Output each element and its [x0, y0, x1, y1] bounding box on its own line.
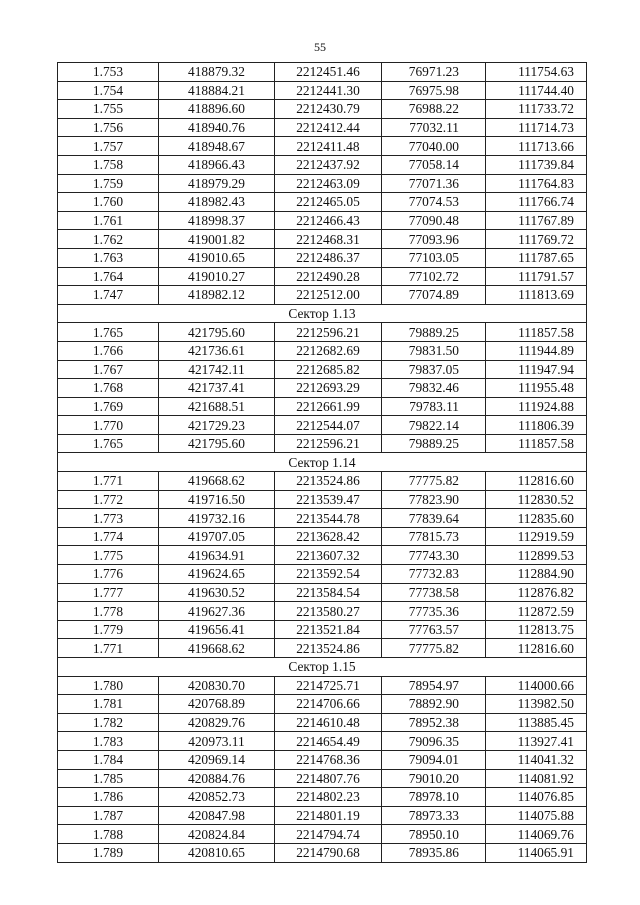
local-x-cell: 77058.14: [382, 155, 486, 174]
coord-y-cell: 2212412.44: [275, 118, 382, 137]
coord-y-cell: 2214807.76: [275, 769, 382, 788]
table-row: [58, 341, 587, 360]
coord-y-cell: 2214610.48: [275, 713, 382, 732]
sector-title: Сектор 1.13: [58, 304, 587, 323]
table-row: [58, 434, 587, 453]
point-number-cell: 1.778: [58, 602, 159, 621]
table-row: [58, 248, 587, 267]
local-x-cell: 79831.50: [382, 341, 486, 360]
coord-x-cell: 419668.62: [159, 639, 275, 658]
coord-y-cell: 2212466.43: [275, 211, 382, 230]
table-row: [58, 639, 587, 658]
point-number-cell: 1.765: [58, 323, 159, 342]
table-row: [58, 546, 587, 565]
coord-x-cell: 419707.05: [159, 527, 275, 546]
local-y-cell: 111791.57: [486, 267, 587, 286]
local-y-cell: 112919.59: [486, 527, 587, 546]
point-number-cell: 1.760: [58, 193, 159, 212]
point-number-cell: 1.775: [58, 546, 159, 565]
coord-y-cell: 2212463.09: [275, 174, 382, 193]
local-x-cell: 76971.23: [382, 63, 486, 82]
local-y-cell: 114065.91: [486, 843, 587, 862]
table-row: [58, 565, 587, 584]
local-x-cell: 78954.97: [382, 676, 486, 695]
point-number-cell: 1.786: [58, 788, 159, 807]
point-number-cell: 1.768: [58, 379, 159, 398]
coord-y-cell: 2212437.92: [275, 155, 382, 174]
local-y-cell: 111764.83: [486, 174, 587, 193]
coord-y-cell: 2212468.31: [275, 230, 382, 249]
point-number-cell: 1.756: [58, 118, 159, 137]
local-x-cell: 79889.25: [382, 323, 486, 342]
table-row: [58, 527, 587, 546]
local-y-cell: 111766.74: [486, 193, 587, 212]
coord-y-cell: 2212661.99: [275, 397, 382, 416]
coord-y-cell: 2212596.21: [275, 323, 382, 342]
table-row: [58, 602, 587, 621]
point-number-cell: 1.766: [58, 341, 159, 360]
point-number-cell: 1.783: [58, 732, 159, 751]
local-y-cell: 113927.41: [486, 732, 587, 751]
local-x-cell: 79094.01: [382, 750, 486, 769]
point-number-cell: 1.758: [58, 155, 159, 174]
coord-x-cell: 421795.60: [159, 434, 275, 453]
coord-x-cell: 418998.37: [159, 211, 275, 230]
local-y-cell: 111813.69: [486, 286, 587, 305]
coord-y-cell: 2213607.32: [275, 546, 382, 565]
local-x-cell: 76975.98: [382, 81, 486, 100]
local-x-cell: 77090.48: [382, 211, 486, 230]
point-number-cell: 1.777: [58, 583, 159, 602]
coord-y-cell: 2213524.86: [275, 472, 382, 491]
coord-x-cell: 421742.11: [159, 360, 275, 379]
coordinates-table: [57, 62, 587, 863]
coord-y-cell: 2213584.54: [275, 583, 382, 602]
coord-x-cell: 418896.60: [159, 100, 275, 119]
local-y-cell: 112876.82: [486, 583, 587, 602]
point-number-cell: 1.772: [58, 490, 159, 509]
local-x-cell: 77738.58: [382, 583, 486, 602]
coord-x-cell: 418982.12: [159, 286, 275, 305]
local-x-cell: 77093.96: [382, 230, 486, 249]
table-row: [58, 174, 587, 193]
coord-y-cell: 2213628.42: [275, 527, 382, 546]
coord-x-cell: 419001.82: [159, 230, 275, 249]
table-row: [58, 788, 587, 807]
table-row: [58, 397, 587, 416]
coord-x-cell: 419716.50: [159, 490, 275, 509]
point-number-cell: 1.755: [58, 100, 159, 119]
point-number-cell: 1.770: [58, 416, 159, 435]
local-x-cell: 79889.25: [382, 434, 486, 453]
coord-x-cell: 420969.14: [159, 750, 275, 769]
coord-x-cell: 419732.16: [159, 509, 275, 528]
local-x-cell: 79783.11: [382, 397, 486, 416]
coord-y-cell: 2213524.86: [275, 639, 382, 658]
table-row: [58, 416, 587, 435]
coord-x-cell: 420824.84: [159, 825, 275, 844]
coord-y-cell: 2213544.78: [275, 509, 382, 528]
table-row: [58, 676, 587, 695]
coord-y-cell: 2212512.00: [275, 286, 382, 305]
point-number-cell: 1.782: [58, 713, 159, 732]
table-row: [58, 583, 587, 602]
coord-x-cell: 420810.65: [159, 843, 275, 862]
coord-x-cell: 418948.67: [159, 137, 275, 156]
coord-y-cell: 2214794.74: [275, 825, 382, 844]
coord-x-cell: 420884.76: [159, 769, 275, 788]
coord-y-cell: 2214801.19: [275, 806, 382, 825]
coord-x-cell: 420852.73: [159, 788, 275, 807]
local-x-cell: 79837.05: [382, 360, 486, 379]
table-row: [58, 379, 587, 398]
local-y-cell: 111754.63: [486, 63, 587, 82]
local-y-cell: 111713.66: [486, 137, 587, 156]
table-row: [58, 286, 587, 305]
coord-y-cell: 2212451.46: [275, 63, 382, 82]
point-number-cell: 1.784: [58, 750, 159, 769]
point-number-cell: 1.765: [58, 434, 159, 453]
coord-x-cell: 419656.41: [159, 620, 275, 639]
coord-x-cell: 421688.51: [159, 397, 275, 416]
local-y-cell: 111733.72: [486, 100, 587, 119]
local-y-cell: 114076.85: [486, 788, 587, 807]
table-row: [58, 81, 587, 100]
table-row: [58, 769, 587, 788]
coord-y-cell: 2212490.28: [275, 267, 382, 286]
coordinates-table-body: [58, 63, 587, 863]
local-y-cell: 111806.39: [486, 416, 587, 435]
coord-y-cell: 2213592.54: [275, 565, 382, 584]
local-y-cell: 112813.75: [486, 620, 587, 639]
point-number-cell: 1.762: [58, 230, 159, 249]
coord-y-cell: 2214790.68: [275, 843, 382, 862]
local-x-cell: 77732.83: [382, 565, 486, 584]
coord-y-cell: 2214706.66: [275, 695, 382, 714]
coord-y-cell: 2214802.23: [275, 788, 382, 807]
table-row: [58, 155, 587, 174]
local-x-cell: 79096.35: [382, 732, 486, 751]
table-row: [58, 843, 587, 862]
local-y-cell: 112816.60: [486, 639, 587, 658]
point-number-cell: 1.771: [58, 639, 159, 658]
local-x-cell: 77040.00: [382, 137, 486, 156]
sector-header-row: [58, 658, 587, 677]
local-x-cell: 77839.64: [382, 509, 486, 528]
page-number: 55: [314, 40, 326, 54]
point-number-cell: 1.787: [58, 806, 159, 825]
local-x-cell: 77071.36: [382, 174, 486, 193]
table-row: [58, 732, 587, 751]
local-x-cell: 77074.53: [382, 193, 486, 212]
point-number-cell: 1.785: [58, 769, 159, 788]
local-y-cell: 111947.94: [486, 360, 587, 379]
local-y-cell: 113982.50: [486, 695, 587, 714]
coord-y-cell: 2214768.36: [275, 750, 382, 769]
table-row: [58, 620, 587, 639]
point-number-cell: 1.789: [58, 843, 159, 862]
local-y-cell: 111857.58: [486, 434, 587, 453]
coord-x-cell: 421737.41: [159, 379, 275, 398]
local-y-cell: 114075.88: [486, 806, 587, 825]
table-row: [58, 100, 587, 119]
local-x-cell: 78950.10: [382, 825, 486, 844]
coord-y-cell: 2212693.29: [275, 379, 382, 398]
sector-header-row: [58, 453, 587, 472]
coord-x-cell: 421795.60: [159, 323, 275, 342]
point-number-cell: 1.747: [58, 286, 159, 305]
coord-y-cell: 2212596.21: [275, 434, 382, 453]
local-x-cell: 77074.89: [382, 286, 486, 305]
local-x-cell: 78978.10: [382, 788, 486, 807]
point-number-cell: 1.780: [58, 676, 159, 695]
coord-y-cell: 2213539.47: [275, 490, 382, 509]
table-row: [58, 118, 587, 137]
local-x-cell: 78892.90: [382, 695, 486, 714]
coord-x-cell: 418879.32: [159, 63, 275, 82]
coord-y-cell: 2212682.69: [275, 341, 382, 360]
local-x-cell: 79822.14: [382, 416, 486, 435]
point-number-cell: 1.761: [58, 211, 159, 230]
coord-x-cell: 420973.11: [159, 732, 275, 751]
point-number-cell: 1.788: [58, 825, 159, 844]
coord-x-cell: 419630.52: [159, 583, 275, 602]
local-y-cell: 112835.60: [486, 509, 587, 528]
table-row: [58, 490, 587, 509]
table-row: [58, 713, 587, 732]
local-x-cell: 77763.57: [382, 620, 486, 639]
local-x-cell: 77102.72: [382, 267, 486, 286]
local-x-cell: 77775.82: [382, 639, 486, 658]
point-number-cell: 1.767: [58, 360, 159, 379]
local-x-cell: 79832.46: [382, 379, 486, 398]
local-x-cell: 77103.05: [382, 248, 486, 267]
table-row: [58, 323, 587, 342]
coord-y-cell: 2212430.79: [275, 100, 382, 119]
coord-x-cell: 419634.91: [159, 546, 275, 565]
table-row: [58, 63, 587, 82]
local-y-cell: 114000.66: [486, 676, 587, 695]
table-row: [58, 509, 587, 528]
local-y-cell: 113885.45: [486, 713, 587, 732]
table-row: [58, 750, 587, 769]
table-row: [58, 211, 587, 230]
local-y-cell: 111744.40: [486, 81, 587, 100]
table-row: [58, 825, 587, 844]
coord-x-cell: 420830.70: [159, 676, 275, 695]
coord-y-cell: 2214725.71: [275, 676, 382, 695]
sector-title: Сектор 1.14: [58, 453, 587, 472]
coord-y-cell: 2212486.37: [275, 248, 382, 267]
local-y-cell: 114041.32: [486, 750, 587, 769]
coord-x-cell: 419010.27: [159, 267, 275, 286]
point-number-cell: 1.757: [58, 137, 159, 156]
point-number-cell: 1.776: [58, 565, 159, 584]
local-y-cell: 112816.60: [486, 472, 587, 491]
local-x-cell: 77735.36: [382, 602, 486, 621]
point-number-cell: 1.771: [58, 472, 159, 491]
local-x-cell: 79010.20: [382, 769, 486, 788]
coord-x-cell: 418966.43: [159, 155, 275, 174]
local-x-cell: 77823.90: [382, 490, 486, 509]
coord-x-cell: 419627.36: [159, 602, 275, 621]
coord-x-cell: 420847.98: [159, 806, 275, 825]
table-row: [58, 230, 587, 249]
local-y-cell: 111767.89: [486, 211, 587, 230]
coord-x-cell: 420829.76: [159, 713, 275, 732]
coord-x-cell: 419010.65: [159, 248, 275, 267]
local-y-cell: 111944.89: [486, 341, 587, 360]
point-number-cell: 1.764: [58, 267, 159, 286]
local-y-cell: 114069.76: [486, 825, 587, 844]
local-x-cell: 78935.86: [382, 843, 486, 862]
local-x-cell: 77032.11: [382, 118, 486, 137]
local-y-cell: 111714.73: [486, 118, 587, 137]
local-y-cell: 111955.48: [486, 379, 587, 398]
table-row: [58, 137, 587, 156]
coord-x-cell: 418979.29: [159, 174, 275, 193]
sector-header-row: [58, 304, 587, 323]
coord-x-cell: 418884.21: [159, 81, 275, 100]
local-x-cell: 77743.30: [382, 546, 486, 565]
coord-y-cell: 2212465.05: [275, 193, 382, 212]
coord-y-cell: 2213521.84: [275, 620, 382, 639]
point-number-cell: 1.753: [58, 63, 159, 82]
table-row: [58, 806, 587, 825]
local-x-cell: 78973.33: [382, 806, 486, 825]
point-number-cell: 1.763: [58, 248, 159, 267]
point-number-cell: 1.779: [58, 620, 159, 639]
point-number-cell: 1.759: [58, 174, 159, 193]
point-number-cell: 1.769: [58, 397, 159, 416]
point-number-cell: 1.774: [58, 527, 159, 546]
local-y-cell: 111787.65: [486, 248, 587, 267]
local-x-cell: 76988.22: [382, 100, 486, 119]
table-row: [58, 360, 587, 379]
coord-y-cell: 2212411.48: [275, 137, 382, 156]
coord-x-cell: 420768.89: [159, 695, 275, 714]
local-y-cell: 112899.53: [486, 546, 587, 565]
local-x-cell: 77775.82: [382, 472, 486, 491]
local-y-cell: 112884.90: [486, 565, 587, 584]
coord-y-cell: 2212441.30: [275, 81, 382, 100]
local-x-cell: 78952.38: [382, 713, 486, 732]
coord-x-cell: 421736.61: [159, 341, 275, 360]
coord-y-cell: 2212544.07: [275, 416, 382, 435]
point-number-cell: 1.754: [58, 81, 159, 100]
sector-title: Сектор 1.15: [58, 658, 587, 677]
local-y-cell: 112830.52: [486, 490, 587, 509]
local-y-cell: 111769.72: [486, 230, 587, 249]
local-y-cell: 112872.59: [486, 602, 587, 621]
coord-x-cell: 418982.43: [159, 193, 275, 212]
coord-x-cell: 419624.65: [159, 565, 275, 584]
coord-y-cell: 2214654.49: [275, 732, 382, 751]
point-number-cell: 1.781: [58, 695, 159, 714]
coord-y-cell: 2213580.27: [275, 602, 382, 621]
table-row: [58, 695, 587, 714]
coord-y-cell: 2212685.82: [275, 360, 382, 379]
local-y-cell: 111924.88: [486, 397, 587, 416]
coord-x-cell: 421729.23: [159, 416, 275, 435]
local-y-cell: 114081.92: [486, 769, 587, 788]
local-y-cell: 111857.58: [486, 323, 587, 342]
coord-x-cell: 418940.76: [159, 118, 275, 137]
table-row: [58, 193, 587, 212]
table-row: [58, 267, 587, 286]
local-x-cell: 77815.73: [382, 527, 486, 546]
local-y-cell: 111739.84: [486, 155, 587, 174]
table-row: [58, 472, 587, 491]
coord-x-cell: 419668.62: [159, 472, 275, 491]
point-number-cell: 1.773: [58, 509, 159, 528]
